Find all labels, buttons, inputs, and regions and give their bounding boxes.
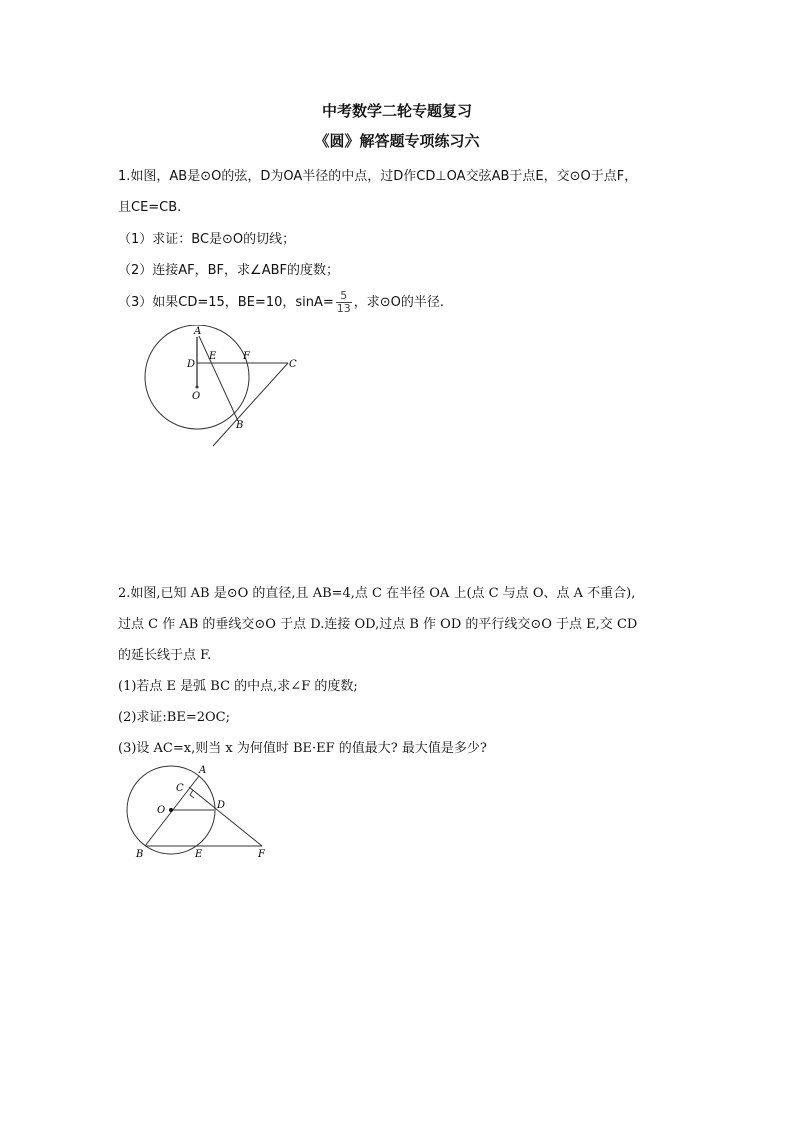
page-subtitle: 《圆》解答题专项练习六 <box>314 132 480 150</box>
sin-fraction <box>336 290 352 315</box>
q2-part1: (1)若点 E 是弧 BC 的中点,求∠F 的度数; <box>118 679 358 694</box>
q1-label-b: B <box>236 420 244 431</box>
q2-label-f: F <box>258 849 265 860</box>
q2-label-e: E <box>195 849 203 860</box>
q1-point-o <box>196 386 199 389</box>
q2-point-o <box>169 808 173 812</box>
q1-chord-ab <box>199 336 238 421</box>
q2-label-o: O <box>157 805 166 816</box>
q2-label-a: A <box>199 765 207 776</box>
q1-label-d: D <box>187 359 196 370</box>
q1-figure <box>140 325 310 450</box>
q1-stem-line1: 1.如图，AB是⊙O的弦，D为OA半径的中点，过D作CD⊥OA交弦AB于点E，交⊙O于点F， <box>118 169 638 184</box>
q1-label-f: F <box>243 351 250 362</box>
q2-stem-line1: 2.如图,已知 AB 是⊙O 的直径,且 AB=4,点 C 在半径 OA 上(点 C 与点 O、点 A 不重合), <box>118 586 636 601</box>
page-title: 中考数学二轮专题复习 <box>321 102 472 120</box>
q2-label-c: C <box>176 783 184 794</box>
q1-label-e: E <box>209 351 217 362</box>
q2-part2: (2)求证:BE=2OC; <box>118 710 230 725</box>
fraction-numerator: 5 <box>336 290 352 303</box>
q1-label-o: O <box>192 391 201 402</box>
q2-stem-line3: 的延长线于点 F. <box>118 648 212 663</box>
q1-stem-line2: 且CE=CB. <box>118 200 182 215</box>
q1-part2: （2）连接AF，BF，求∠ABF的度数； <box>118 263 339 278</box>
q1-part3-suffix: ，求⊙O的半径. <box>353 295 445 310</box>
q2-right-angle-mark <box>190 790 194 798</box>
q2-stem-line2: 过点 C 作 AB 的垂线交⊙O 于点 D.连接 OD,过点 B 作 OD 的平行线交⊙O 于点 E,交 CD <box>118 617 638 632</box>
q1-tangent-cb <box>213 363 288 446</box>
q1-part3 <box>118 290 444 315</box>
q1-label-a: A <box>194 326 202 337</box>
q1-part3-prefix: （3）如果CD=15，BE=10，sinA= <box>118 295 334 310</box>
q1-part1: （1）求证：BC是⊙O的切线； <box>118 232 296 247</box>
q2-part3: (3)设 AC=x,则当 x 为何值时 BE·EF 的值最大? 最大值是多少? <box>118 741 487 756</box>
q1-label-c: C <box>289 359 297 370</box>
q2-label-d: D <box>217 800 226 811</box>
q2-line-cf <box>189 787 262 846</box>
q2-figure <box>120 760 280 865</box>
q2-label-b: B <box>136 849 144 860</box>
fraction-denominator: 13 <box>336 302 351 315</box>
